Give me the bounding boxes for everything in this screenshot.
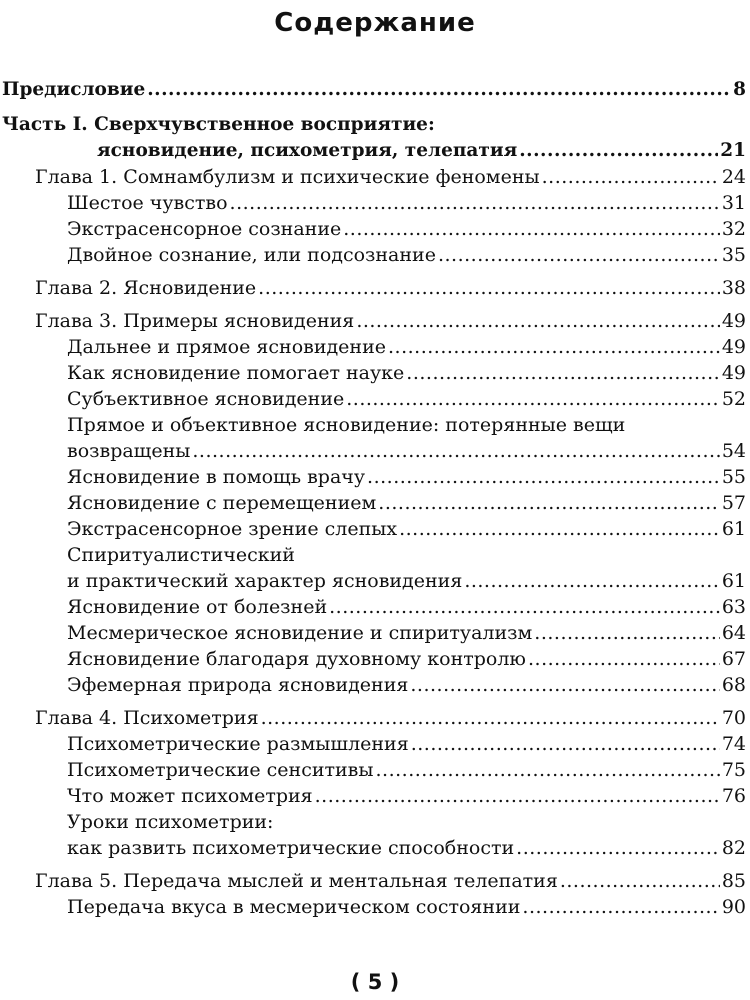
dot-leader <box>534 620 720 646</box>
toc-entry-title: Предисловие <box>2 79 146 100</box>
toc-entry[interactable] <box>2 412 746 438</box>
toc-entry-page-number: 67 <box>721 648 746 670</box>
dot-leader <box>399 516 720 542</box>
toc-entry-title: Ясновидение в помощь врачу <box>67 466 366 488</box>
toc-entry-page-number: 24 <box>721 166 746 188</box>
toc-entry-title: Месмерическое ясновидение и спиритуализм <box>67 622 533 644</box>
toc-entry-title: Глава 2. Ясновидение <box>35 277 257 299</box>
dot-leader <box>147 77 731 103</box>
dot-leader <box>315 783 720 809</box>
toc-entry[interactable] <box>2 542 746 568</box>
dot-leader <box>346 386 720 412</box>
table-of-contents <box>2 77 746 920</box>
toc-entry[interactable] <box>2 360 746 386</box>
toc-entry[interactable] <box>2 809 746 835</box>
dot-leader <box>542 164 720 190</box>
toc-entry-title: Дальнее и прямое ясновидение <box>67 336 387 358</box>
toc-entry-title: Глава 5. Передача мыслей и ментальная телепатия <box>35 870 558 892</box>
dot-leader <box>406 360 720 386</box>
toc-entry[interactable] <box>2 620 746 646</box>
toc-entry-title: Экстрасенсорное зрение слепых <box>67 518 398 540</box>
toc-entry[interactable] <box>2 757 746 783</box>
toc-entry-page-number: 52 <box>721 388 746 410</box>
toc-entry-page-number: 49 <box>721 362 746 384</box>
toc-entry-title: и практический характер ясновидения <box>67 570 463 592</box>
toc-entry-title: Уроки психометрии: <box>67 811 274 833</box>
toc-entry-page-number: 57 <box>721 492 746 514</box>
toc-entry-title: как развить психометрические способности <box>67 837 515 859</box>
dot-leader <box>410 672 719 698</box>
toc-entry[interactable] <box>2 190 746 216</box>
section-gap <box>2 301 746 308</box>
toc-entry-page-number: 82 <box>721 837 746 859</box>
toc-entry[interactable] <box>2 438 746 464</box>
dot-leader <box>378 490 720 516</box>
dot-leader <box>376 757 720 783</box>
toc-entry[interactable] <box>2 594 746 620</box>
toc-entry-page-number: 63 <box>721 596 746 618</box>
toc-entry-page-number: 90 <box>721 896 746 918</box>
page-number: ( 5 ) <box>350 970 400 994</box>
dot-leader <box>192 438 719 464</box>
toc-entry-title: Психометрические сенситивы <box>67 759 374 781</box>
dot-leader <box>411 731 720 757</box>
toc-entry-page-number: 85 <box>721 870 746 892</box>
toc-entry[interactable] <box>2 138 746 164</box>
dot-leader <box>261 705 720 731</box>
toc-entry-title: Прямое и объективное ясновидение: потерянные вещи <box>67 414 626 436</box>
toc-entry-page-number: 32 <box>721 218 746 240</box>
toc-entry[interactable] <box>2 672 746 698</box>
toc-entry-page-number: 74 <box>721 733 746 755</box>
toc-entry[interactable] <box>2 868 746 894</box>
dot-leader <box>258 275 720 301</box>
toc-entry[interactable] <box>2 464 746 490</box>
toc-entry-title: Шестое чувство <box>67 192 228 214</box>
toc-entry-title: Ясновидение от болезней <box>67 596 328 618</box>
toc-entry-page-number: 55 <box>721 466 746 488</box>
toc-entry[interactable] <box>2 308 746 334</box>
toc-entry[interactable] <box>2 334 746 360</box>
toc-entry-page-number: 49 <box>721 336 746 358</box>
dot-leader <box>329 594 720 620</box>
toc-entry[interactable] <box>2 783 746 809</box>
toc-entry-title: Как ясновидение помогает науке <box>67 362 405 384</box>
toc-entry[interactable] <box>2 731 746 757</box>
toc-entry[interactable] <box>2 705 746 731</box>
toc-entry-title: Эфемерная природа ясновидения <box>67 674 409 696</box>
toc-entry[interactable] <box>2 646 746 672</box>
toc-entry-page-number: 61 <box>721 570 746 592</box>
toc-entry-title: Часть I. Сверхчувственное восприятие: <box>2 114 435 135</box>
toc-entry-page-number: 21 <box>720 140 746 161</box>
toc-entry[interactable] <box>2 77 746 103</box>
toc-entry-page-number: 64 <box>721 622 746 644</box>
toc-entry-title: Спиритуалистический <box>67 544 295 566</box>
toc-entry[interactable] <box>2 216 746 242</box>
toc-entry-page-number: 54 <box>721 440 746 462</box>
toc-entry-title: Ясновидение с перемещением <box>67 492 377 514</box>
toc-entry-title: Что может психометрия <box>67 785 313 807</box>
toc-entry[interactable] <box>2 835 746 861</box>
toc-entry[interactable] <box>2 894 746 920</box>
toc-entry-title: Передача вкуса в месмерическом состоянии <box>67 896 521 918</box>
toc-entry-title: Субъективное ясновидение <box>67 388 345 410</box>
toc-entry-page-number: 75 <box>721 759 746 781</box>
dot-leader <box>560 868 720 894</box>
toc-entry-title: Глава 1. Сомнамбулизм и психические феномены <box>35 166 540 188</box>
toc-entry-page-number: 35 <box>721 244 746 266</box>
toc-entry[interactable] <box>2 516 746 542</box>
toc-entry[interactable] <box>2 275 746 301</box>
dot-leader <box>388 334 720 360</box>
toc-entry-title: Двойное сознание, или подсознание <box>67 244 436 266</box>
toc-entry[interactable] <box>2 164 746 190</box>
toc-entry-title: Глава 4. Психометрия <box>35 707 259 729</box>
toc-entry[interactable] <box>2 386 746 412</box>
toc-entry-title: ясновидение, психометрия, телепатия <box>97 140 518 161</box>
toc-entry-title: Глава 3. Примеры ясновидения <box>35 310 355 332</box>
section-gap <box>2 103 746 112</box>
section-gap <box>2 861 746 868</box>
toc-entry-page-number: 38 <box>721 277 746 299</box>
page-title: Содержание <box>274 8 476 38</box>
toc-entry[interactable] <box>2 242 746 268</box>
dot-leader <box>367 464 720 490</box>
section-gap <box>2 268 746 275</box>
dot-leader <box>230 190 720 216</box>
toc-entry-page-number: 61 <box>721 518 746 540</box>
toc-entry[interactable] <box>2 568 746 594</box>
toc-entry-page-number: 70 <box>721 707 746 729</box>
toc-entry-page-number: 8 <box>733 79 746 100</box>
dot-leader <box>438 242 720 268</box>
toc-entry-page-number: 68 <box>721 674 746 696</box>
dot-leader <box>356 308 720 334</box>
dot-leader <box>343 216 720 242</box>
toc-entry-page-number: 49 <box>721 310 746 332</box>
toc-entry-title: возвращены <box>67 440 191 462</box>
dot-leader <box>522 894 719 920</box>
section-gap <box>2 698 746 705</box>
toc-entry[interactable] <box>2 112 746 138</box>
toc-entry-page-number: 76 <box>721 785 746 807</box>
toc-entry-title: Психометрические размышления <box>67 733 409 755</box>
toc-entry[interactable] <box>2 490 746 516</box>
toc-entry-page-number: 31 <box>721 192 746 214</box>
dot-leader <box>464 568 720 594</box>
dot-leader <box>528 646 720 672</box>
dot-leader <box>519 138 718 164</box>
toc-entry-title: Ясновидение благодаря духовному контролю <box>67 648 526 670</box>
dot-leader <box>516 835 720 861</box>
toc-entry-title: Экстрасенсорное сознание <box>67 218 342 240</box>
